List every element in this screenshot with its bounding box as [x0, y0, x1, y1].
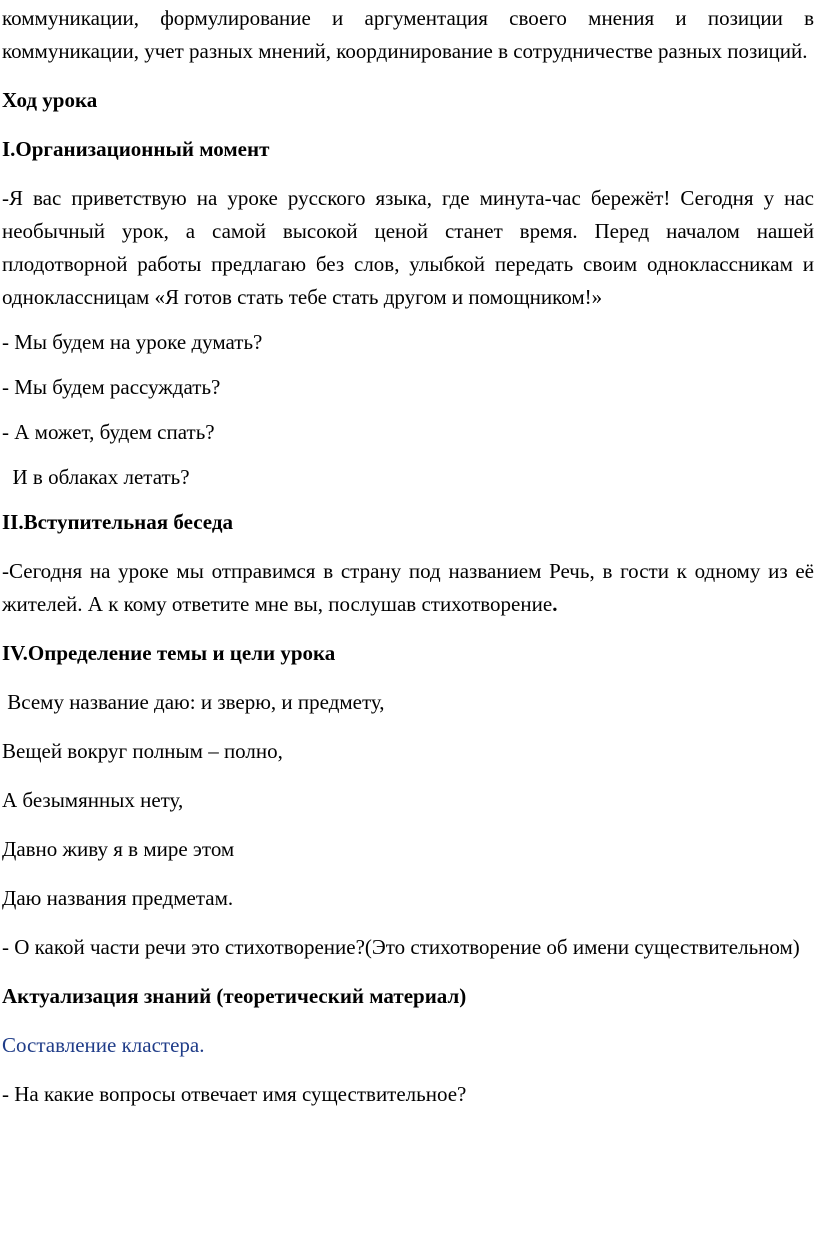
heading-org-moment: I.Организационный момент	[2, 137, 270, 161]
paragraph-speech-country-end: .	[552, 592, 558, 616]
question-think: - Мы будем на уроке думать?	[2, 330, 263, 354]
question-sleep: - А может, будем спать?	[2, 420, 215, 444]
question-reason: - Мы будем рассуждать?	[2, 375, 221, 399]
paragraph-cluster: Составление кластера.	[2, 1033, 205, 1057]
paragraph-speech-country	[2, 555, 814, 621]
verse-line-5: Даю названия предметам.	[2, 886, 234, 910]
paragraph-greeting: -Я вас приветствую на уроке русского языка, где минута-час бережёт! Сегодня у нас необычный урок, а самой высокой ценой станет время. Перед началом нашей плодотворной работы предлагаю без слов, улыбкой передать своим одноклассникам и одноклассницам «Я готов стать тебе стать другом и помощником!»	[2, 186, 814, 309]
verse-line-4: Давно живу я в мире этом	[2, 837, 235, 861]
verse-line-2: Вещей вокруг полным – полно,	[2, 739, 283, 763]
heading-lesson-course: Ход урока	[2, 88, 98, 112]
heading-knowledge-update: Актуализация знаний (теоретический материал)	[2, 984, 467, 1008]
paragraph-uud: коммуникации, формулирование и аргументация своего мнения и позиции в коммуникации, учет разных мнений, координирование в сотрудничестве разных позиций.	[2, 6, 814, 63]
question-fly: И в облаках летать?	[2, 465, 190, 489]
heading-intro-talk: II.Вступительная беседа	[2, 510, 233, 534]
heading-topic-goal: IV.Определение темы и цели урока	[2, 641, 336, 665]
verse-line-1: Всему название даю: и зверю, и предмету,	[2, 690, 385, 714]
paragraph-part-of-speech: - О какой части речи это стихотворение?(Это стихотворение об имени существительном)	[2, 935, 800, 959]
paragraph-speech-country-text: -Сегодня на уроке мы отправимся в страну под названием Речь, в гости к одному из её жителей. А к кому ответите мне вы, послушав стихотворение	[2, 559, 814, 616]
paragraph-noun-questions: - На какие вопросы отвечает имя существительное?	[2, 1082, 467, 1106]
verse-line-3: А безымянных нету,	[2, 788, 184, 812]
